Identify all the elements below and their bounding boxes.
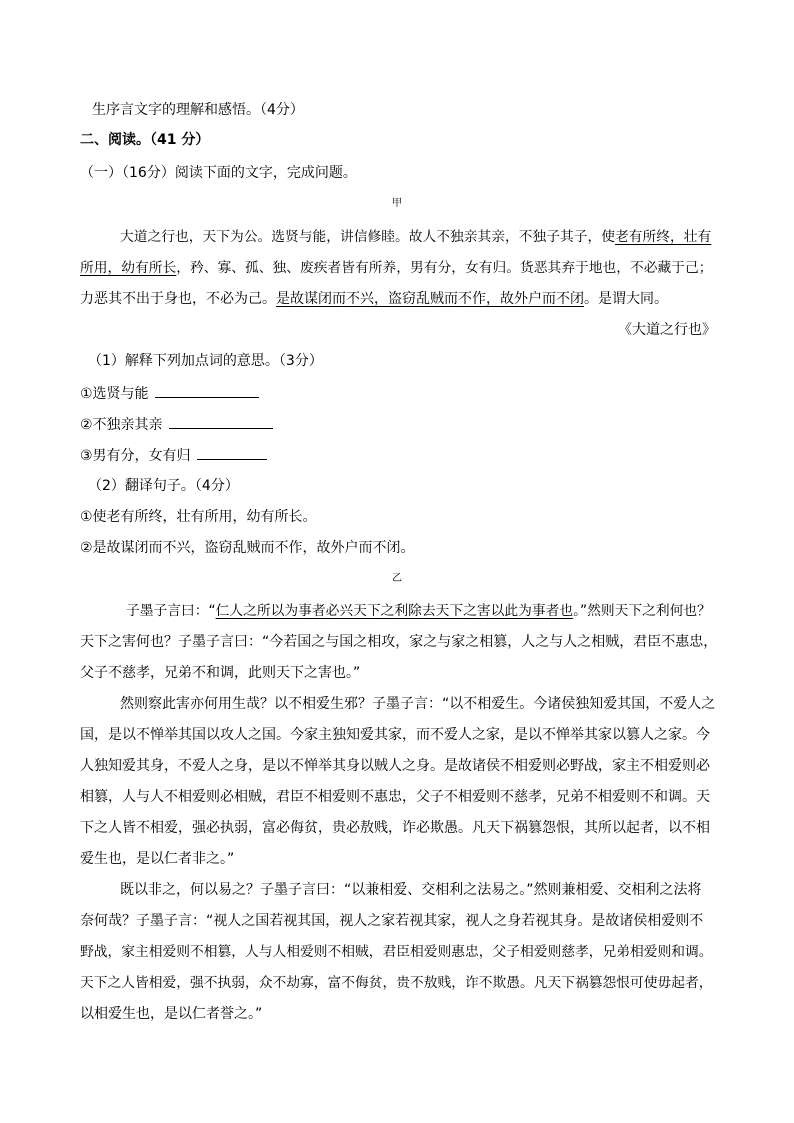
item-text: ①选贤与能 <box>80 386 149 402</box>
yi-text: 。”然则天下之利何也？ <box>573 603 711 619</box>
question-2-item-2: ②是故谋闭而不兴，盗窃乱贼而不作，故外户而不闭。 <box>80 540 415 556</box>
jia-text: 力恶其不出于身也，不必为己。 <box>80 291 276 307</box>
yi-line-13: 天下之人皆相爱，强不执弱，众不劫寡，富不侮贫，贵不敖贱，诈不欺愚。凡天下祸篡怨恨可使毋起者， <box>80 975 713 991</box>
yi-line-1 <box>126 601 711 621</box>
question-1-title: （1）解释下列加点词的意思。（3分） <box>88 353 323 369</box>
yi-line-11: 奈何哉？子墨子言：“视人之国若视其国，视人之家若视其家，视人之身若视其身。是故诸侯相爱则不 <box>80 913 704 929</box>
yi-text: 子墨子言曰：“ <box>126 603 216 619</box>
yi-line-2: 天下之害何也？子墨子言曰：“今若国之与国之相攻，家之与家之相篡，人之与人之相贼，君臣不惠忠， <box>80 634 718 650</box>
jia-underlined-text: 是故谋闭而不兴，盗窃乱贼而不作，故外户而不闭 <box>276 291 584 307</box>
yi-underlined-text: 仁人之所以为事者必兴天下之利除去天下之害以此为事者也 <box>215 603 574 619</box>
question-2-item-1: ①使老有所终，壮有所用，幼有所长。 <box>80 509 317 525</box>
item-text: ②不独亲其亲 <box>80 417 163 433</box>
yi-line-9: 爱生也，是以仁者非之。” <box>80 851 235 867</box>
jia-text: 。是谓大同。 <box>584 291 668 307</box>
yi-line-14: 以相爱生也，是以仁者誉之。” <box>80 1006 263 1022</box>
section-title: 二、阅读。（41 分） <box>80 132 210 148</box>
yi-line-6: 人独知爱其身，不爱人之身，是以不惮举其身以贼人之身。是故诸侯不相爱则必野战，家主不相爱则必 <box>80 758 710 774</box>
question-2-title: （2）翻译句子。（4分） <box>88 478 239 494</box>
yi-line-4: 然则察此害亦何用生哉？以不相爱生邪？子墨子言：“以不相爱生。今诸侯独知爱其国，不爱人之 <box>120 696 716 712</box>
answer-blank[interactable] <box>197 445 267 460</box>
question-1-item-2 <box>80 414 273 435</box>
yi-line-7: 相篡，人与人不相爱则必相贼，君臣不相爱则不惠忠，父子不相爱则不慈孝，兄弟不相爱则不和调。天 <box>80 789 710 805</box>
yi-line-5: 国，是以不惮举其国以攻人之国。今家主独知爱其家，而不爱人之家，是以不惮举其家以篡人之家。今 <box>80 727 710 743</box>
question-1-item-3 <box>80 445 267 466</box>
jia-line-3 <box>80 289 668 309</box>
jia-source: 《大道之行也》 <box>618 322 716 338</box>
passage-jia-label: 甲 <box>392 198 402 209</box>
question-1-item-1 <box>80 383 259 404</box>
prev-question-tail: 生序言文字的理解和感悟。（4分） <box>92 102 304 118</box>
passage-yi-label: 乙 <box>392 573 402 584</box>
answer-blank[interactable] <box>169 414 273 429</box>
jia-underlined-text: 老有所终，壮有 <box>615 229 712 245</box>
yi-line-12: 野战，家主相爱则不相篡，人与人相爱则不相贼，君臣相爱则惠忠，父子相爱则慈孝，兄弟相爱则和调。 <box>80 944 713 960</box>
part-intro: （一）（16分）阅读下面的文字，完成问题。 <box>80 165 357 181</box>
jia-underlined-text: 所用，幼有所长 <box>80 260 177 276</box>
yi-line-10: 既以非之，何以易之？子墨子言曰：“以兼相爱、交相利之法易之。”然则兼相爱、交相利之法将 <box>120 882 702 898</box>
yi-line-8: 下之人皆不相爱，强必执弱，富必侮贫，贵必敖贱，诈必欺愚。凡天下祸篡怨恨，其所以起者，以不相 <box>80 820 710 836</box>
jia-line-2 <box>80 258 713 278</box>
jia-text: 大道之行也，天下为公。选贤与能，讲信修睦。故人不独亲其亲，不独子其子，使 <box>120 229 616 245</box>
item-text: ③男有分，女有归 <box>80 448 191 464</box>
yi-line-3: 父子不慈孝，兄弟不和调，此则天下之害也。” <box>80 665 361 681</box>
answer-blank[interactable] <box>155 383 259 398</box>
jia-text: ，矜、寡、孤、独、废疾者皆有所养，男有分，女有归。货恶其弃于地也，不必藏于己； <box>176 260 713 276</box>
jia-line-1 <box>120 227 711 247</box>
